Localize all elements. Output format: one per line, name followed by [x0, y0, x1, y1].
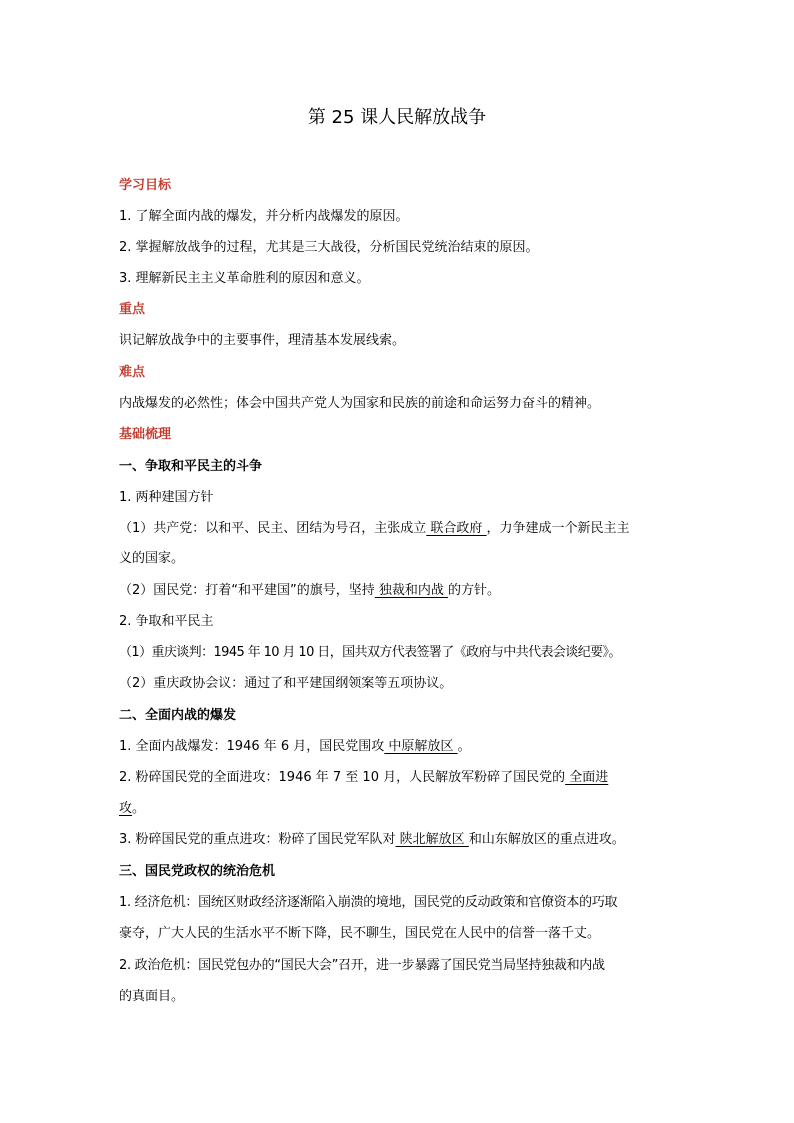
goal-item: 1. 了解全面内战的爆发，并分析内战爆发的原因。 — [119, 209, 409, 224]
answer-blank: 联合政府 — [426, 521, 487, 536]
section-2-paragraph — [119, 768, 608, 788]
goals-heading: 学习目标 — [119, 178, 172, 193]
section-2-paragraph — [119, 737, 471, 757]
text: （2）国民党：打着“和平建国”的旗号，坚持 — [119, 583, 375, 598]
page-title: 第 25 课人民解放战争 — [307, 107, 487, 128]
goal-item: 3. 理解新民主主义革命胜利的原因和意义。 — [119, 271, 370, 286]
difficulty-heading: 难点 — [119, 365, 146, 380]
basics-heading: 基础梳理 — [119, 427, 172, 442]
answer-blank: 全面进 — [565, 770, 609, 785]
answer-blank: 独裁和内战 — [374, 583, 449, 598]
section-2-paragraph-cont — [119, 799, 145, 819]
section-3-paragraph-cont: 的真面目。 — [119, 989, 185, 1004]
goal-item: 2. 掌握解放战争的过程，尤其是三大战役，分析国民党统治结束的原因。 — [119, 240, 539, 255]
text: 和山东解放区的重点进攻。 — [468, 832, 625, 847]
section-3-paragraph: 2. 政治危机：国民党包办的“国民大会”召开，进一步暴露了国民党当局坚持独裁和内战 — [119, 958, 605, 973]
section-3-paragraph-cont: 豪夺，广大人民的生活水平不断下降，民不聊生，国民党在人民中的信誉一落千丈。 — [119, 926, 601, 941]
text: 3. 粉碎国民党的重点进攻：粉碎了国民党军队对 — [119, 832, 396, 847]
text: ，力争建成一个新民主主 — [486, 521, 630, 536]
answer-blank: 陕北解放区 — [395, 832, 469, 847]
answer-blank: 中原解放区 — [384, 739, 458, 754]
key-heading: 重点 — [119, 302, 146, 317]
section-1-item-2-title: 2. 争取和平民主 — [119, 614, 214, 629]
text: 。 — [457, 739, 471, 754]
text: 1. 全面内战爆发：1946 年 6 月，国民党围攻 — [119, 739, 385, 754]
section-3-heading: 三、国民党政权的统治危机 — [119, 864, 276, 879]
section-2-heading: 二、全面内战的爆发 — [119, 708, 237, 723]
text: 。 — [132, 801, 146, 816]
section-1-heading: 一、争取和平民主的斗争 — [119, 459, 263, 474]
key-text: 识记解放战争中的主要事件，理清基本发展线索。 — [119, 333, 406, 348]
section-1-paragraph: （1）重庆谈判：1945 年 10 月 10 日，国共双方代表签署了《政府与中共代表会谈纪要》。 — [119, 645, 621, 660]
section-3-paragraph: 1. 经济危机：国统区财政经济逐渐陷入崩溃的境地，国民党的反动政策和官僚资本的巧取 — [119, 895, 618, 910]
answer-blank: 攻 — [119, 801, 133, 816]
section-1-paragraph: （2）重庆政协会议：通过了和平建国纲领案等五项协议。 — [119, 676, 453, 691]
text: （1）共产党：以和平、民主、团结为号召，主张成立 — [119, 521, 427, 536]
section-2-paragraph — [119, 830, 625, 850]
section-1-paragraph — [119, 519, 630, 539]
difficulty-text: 内战爆发的必然性；体会中国共产党人为国家和民族的前途和命运努力奋斗的精神。 — [119, 396, 601, 411]
section-1-paragraph — [119, 581, 500, 601]
text: 2. 粉碎国民党的全面进攻：1946 年 7 至 10 月，人民解放军粉碎了国民党的 — [119, 770, 566, 785]
text: 的方针。 — [448, 583, 501, 598]
section-1-paragraph-cont: 义的国家。 — [119, 551, 185, 566]
section-1-item-1-title: 1. 两种建国方针 — [119, 490, 214, 505]
